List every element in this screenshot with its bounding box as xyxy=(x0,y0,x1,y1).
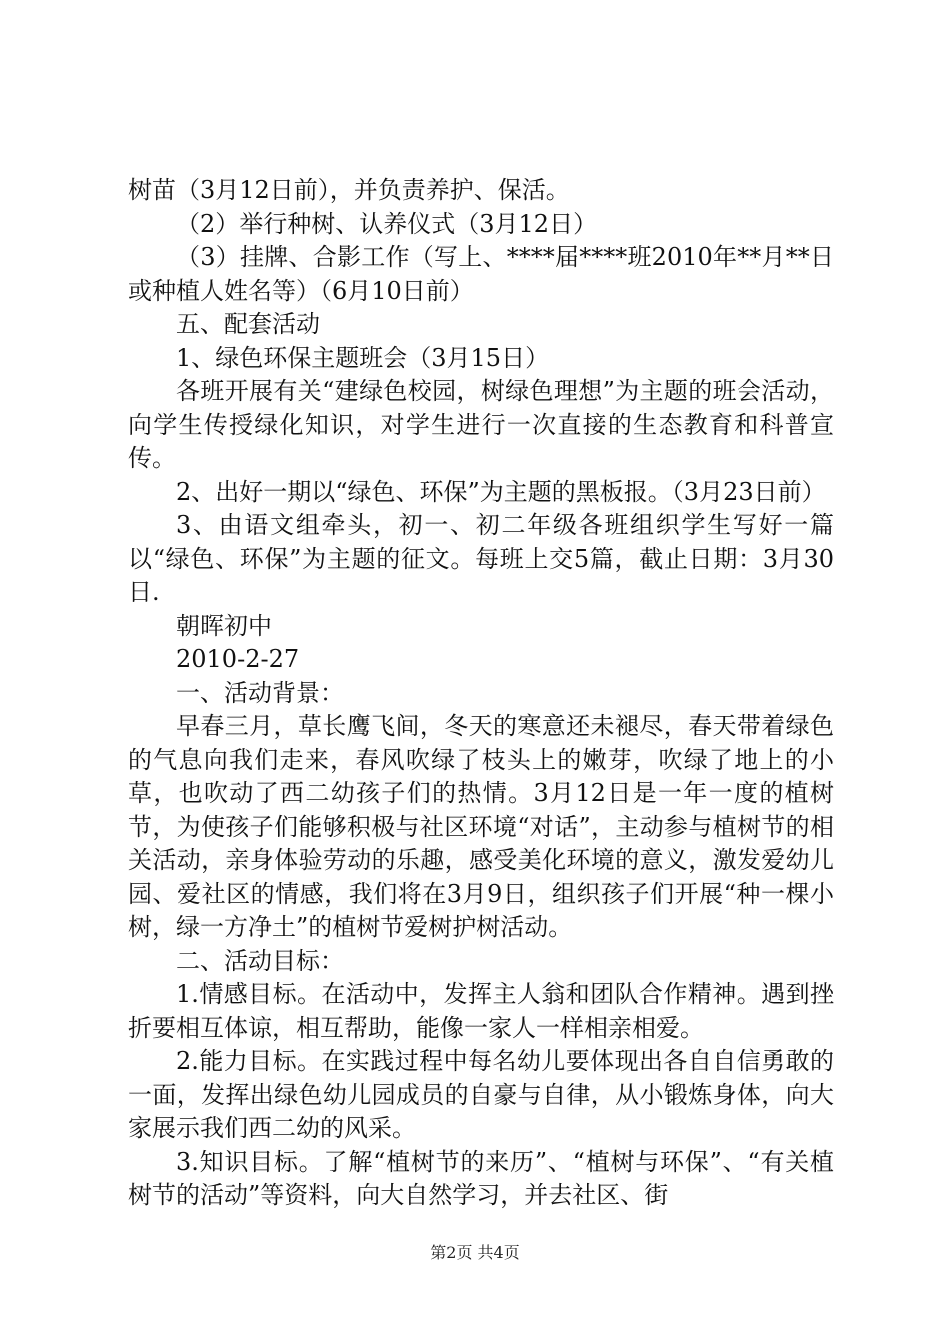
paragraph: （3）挂牌、合影工作（写上、****届****班2010年**月**日或种植人姓名等）（6月10日前） xyxy=(128,243,834,305)
page-footer: 第2页 共4页 xyxy=(430,1243,520,1262)
paragraph: 树苗（3月12日前），并负责养护、保活。 xyxy=(128,176,570,204)
paragraph: 1、绿色环保主题班会（3月15日） xyxy=(176,343,550,372)
paragraph: 1.情感目标。在活动中，发挥主人翁和团队合作精神。遇到挫折要相互体谅，相互帮助，能像一家人一样相亲相爱。 xyxy=(128,980,834,1042)
section-heading: 五、配套活动 xyxy=(176,310,320,338)
document-body xyxy=(128,174,834,1213)
paragraph: 2.能力目标。在实践过程中每名幼儿要体现出各自自信勇敢的一面，发挥出绿色幼儿园成员的自豪与自律，从小锻炼身体，向大家展示我们西二幼的风采。 xyxy=(128,1047,834,1142)
section-heading: 二、活动目标： xyxy=(176,946,344,975)
paragraph: 2、出好一期以“绿色、环保”为主题的黑板报。（3月23日前） xyxy=(176,477,826,506)
section-heading: 一、活动背景： xyxy=(176,678,344,707)
signature-date: 2010-2-27 xyxy=(176,645,300,673)
paragraph: 3.知识目标。了解“植树节的来历”、“植树与环保”、“有关植树节的活动”等资料，向大自然学习，并去社区、街 xyxy=(128,1147,834,1209)
signature-school: 朝晖初中 xyxy=(176,611,272,640)
paragraph: （2）举行种树、认养仪式（3月12日） xyxy=(176,209,598,238)
paragraph: 3、由语文组牵头，初一、初二年级各班组织学生写好一篇以“绿色、环保”为主题的征文。每班上交5篇，截止日期：3月30日. xyxy=(128,511,834,606)
paragraph: 各班开展有关“建绿色校园，树绿色理想”为主题的班会活动，向学生传授绿化知识，对学生进行一次直接的生态教育和科普宣传。 xyxy=(128,377,834,472)
paragraph: 早春三月，草长鹰飞间，冬天的寒意还未褪尽，春天带着绿色的气息向我们走来，春风吹绿了枝头上的嫩芽，吹绿了地上的小草，也吹动了西二幼孩子们的热情。3月12日是一年一度的植树节，为使孩子们能够积极与社区环境“对话”，主动参与植树节的相关活动，亲身体验劳动的乐趣，感受美化环境的意义，激发爱幼儿园、爱社区的情感，我们将在3月9日，组织孩子们开展“种一棵小树，绿一方净土”的植树节爱树护树活动。 xyxy=(128,712,834,941)
